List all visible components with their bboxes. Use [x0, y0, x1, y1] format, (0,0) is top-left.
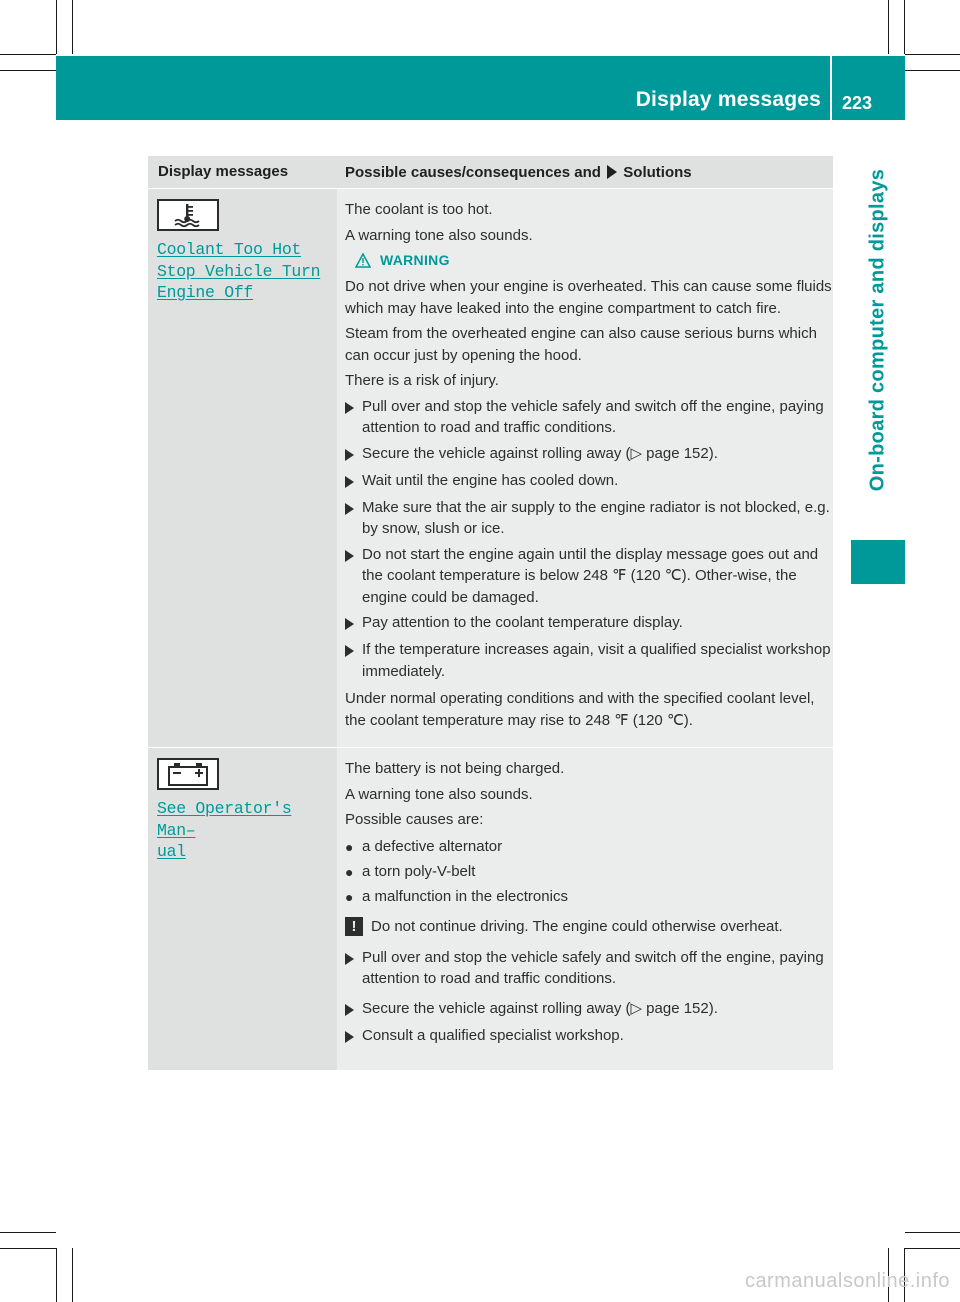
- column-header-suffix: Solutions: [623, 164, 692, 181]
- step-arrow-icon: [345, 953, 354, 965]
- table-row: [148, 748, 833, 1071]
- display-messages-table: [148, 156, 833, 1071]
- instruction-step: Make sure that the air supply to the engine radiator is not blocked, e.g. by snow, slush or ice.: [345, 497, 833, 540]
- list-item: ● a malfunction in the electronics: [345, 887, 568, 905]
- table-header: [148, 156, 833, 189]
- notice-text: Do not continue driving. The engine could otherwise overheat.: [371, 917, 783, 935]
- cause-text: A warning tone also sounds.: [345, 226, 533, 244]
- instruction-step: Consult a qualified specialist workshop.: [345, 1025, 833, 1048]
- battery-icon: [157, 758, 219, 790]
- instruction-step: Do not start the engine again until the display message goes out and the coolant temperature is below 248 ℉ (120 ℃). Other-wise, the engine could be damaged.: [345, 544, 833, 609]
- crop-mark: [905, 1248, 960, 1249]
- step-arrow-icon: [345, 1004, 354, 1016]
- crop-mark: [72, 0, 73, 54]
- crop-mark: [904, 0, 905, 54]
- warning-text: Do not drive when your engine is overheated. This can cause some fluids which may have leaked into the engine compartment to catch fire.: [345, 278, 832, 317]
- coolant-temperature-icon: [157, 199, 219, 231]
- crop-mark: [56, 0, 57, 54]
- instruction-step: Pay attention to the coolant temperature display.: [345, 612, 833, 635]
- notice-icon: !: [345, 917, 363, 936]
- instruction-step: Wait until the engine has cooled down.: [345, 470, 833, 493]
- display-message: [157, 239, 337, 304]
- cause-text: The battery is not being charged.: [345, 760, 565, 777]
- page-title: Display messages: [635, 88, 821, 111]
- step-arrow-icon: [345, 402, 354, 414]
- table-row: [148, 189, 833, 748]
- cause-text: The coolant is too hot.: [345, 201, 493, 218]
- warning-text: Steam from the overheated engine can also cause serious burns which can occur just by opening the hood.: [345, 325, 817, 364]
- message-line: Stop Vehicle Turn: [157, 261, 321, 281]
- crop-mark: [905, 54, 960, 55]
- warning-heading: [355, 252, 833, 268]
- warning-triangle-icon: [355, 253, 371, 268]
- notice: [345, 917, 833, 937]
- crop-mark: [0, 1248, 56, 1249]
- instruction-step: Pull over and stop the vehicle safely and switch off the engine, paying attention to road and traffic conditions.: [345, 396, 833, 439]
- watermark: carmanualsonline.info: [744, 1270, 950, 1292]
- warning-label: WARNING: [380, 252, 450, 268]
- step-arrow-icon: [345, 1031, 354, 1043]
- arrow-right-icon: [607, 165, 617, 179]
- crop-mark: [56, 1248, 57, 1302]
- solution-cell: [337, 748, 833, 1070]
- bullet-icon: ●: [345, 863, 354, 880]
- crop-mark: [905, 70, 960, 71]
- cause-text: Possible causes are:: [345, 811, 484, 828]
- crop-mark: [888, 0, 889, 54]
- page-number: 223: [842, 93, 873, 113]
- step-arrow-icon: [345, 503, 354, 515]
- step-arrow-icon: [345, 645, 354, 657]
- display-message: [157, 798, 337, 863]
- instruction-step: Secure the vehicle against rolling away (▷ page 152).: [345, 443, 833, 466]
- column-header-prefix: Possible causes/consequences and: [345, 164, 601, 181]
- message-line: See Operator's Man–: [157, 799, 292, 840]
- step-arrow-icon: [345, 550, 354, 562]
- crop-mark: [0, 54, 56, 55]
- message-line: ual: [157, 842, 186, 861]
- message-cell: [148, 748, 337, 1070]
- bullet-icon: ●: [345, 838, 354, 855]
- side-tab-label: On-board computer and displays: [866, 168, 889, 492]
- instruction-step: If the temperature increases again, visit a qualified specialist workshop immediately.: [345, 639, 833, 682]
- warning-text: There is a risk of injury.: [345, 372, 499, 389]
- solution-cell: [337, 189, 833, 747]
- header-divider: [830, 56, 832, 120]
- instruction-step: Pull over and stop the vehicle safely and switch off the engine, paying attention to road and traffic conditions.: [345, 947, 833, 990]
- note-text: Under normal operating conditions and with the specified coolant level, the coolant temperature may rise to 248 ℉ (120 ℃).: [345, 690, 815, 729]
- side-tab-marker: [851, 540, 905, 584]
- bullet-icon: ●: [345, 888, 354, 905]
- cause-text: A warning tone also sounds.: [345, 785, 533, 803]
- instruction-step: Secure the vehicle against rolling away (▷ page 152).: [345, 998, 833, 1021]
- crop-mark: [0, 1232, 56, 1233]
- message-line: Coolant Too Hot: [157, 240, 302, 259]
- list-item: ● a torn poly-V-belt: [345, 862, 476, 880]
- message-line: Engine Off: [157, 283, 254, 302]
- message-cell: [148, 189, 337, 747]
- crop-mark: [0, 70, 56, 71]
- column-header-solutions: [337, 156, 833, 188]
- step-arrow-icon: [345, 449, 354, 461]
- column-header-messages: Display messages: [158, 163, 289, 180]
- crop-mark: [905, 1232, 960, 1233]
- list-item: ● a defective alternator: [345, 837, 503, 855]
- step-arrow-icon: [345, 476, 354, 488]
- step-arrow-icon: [345, 618, 354, 630]
- crop-mark: [72, 1248, 73, 1302]
